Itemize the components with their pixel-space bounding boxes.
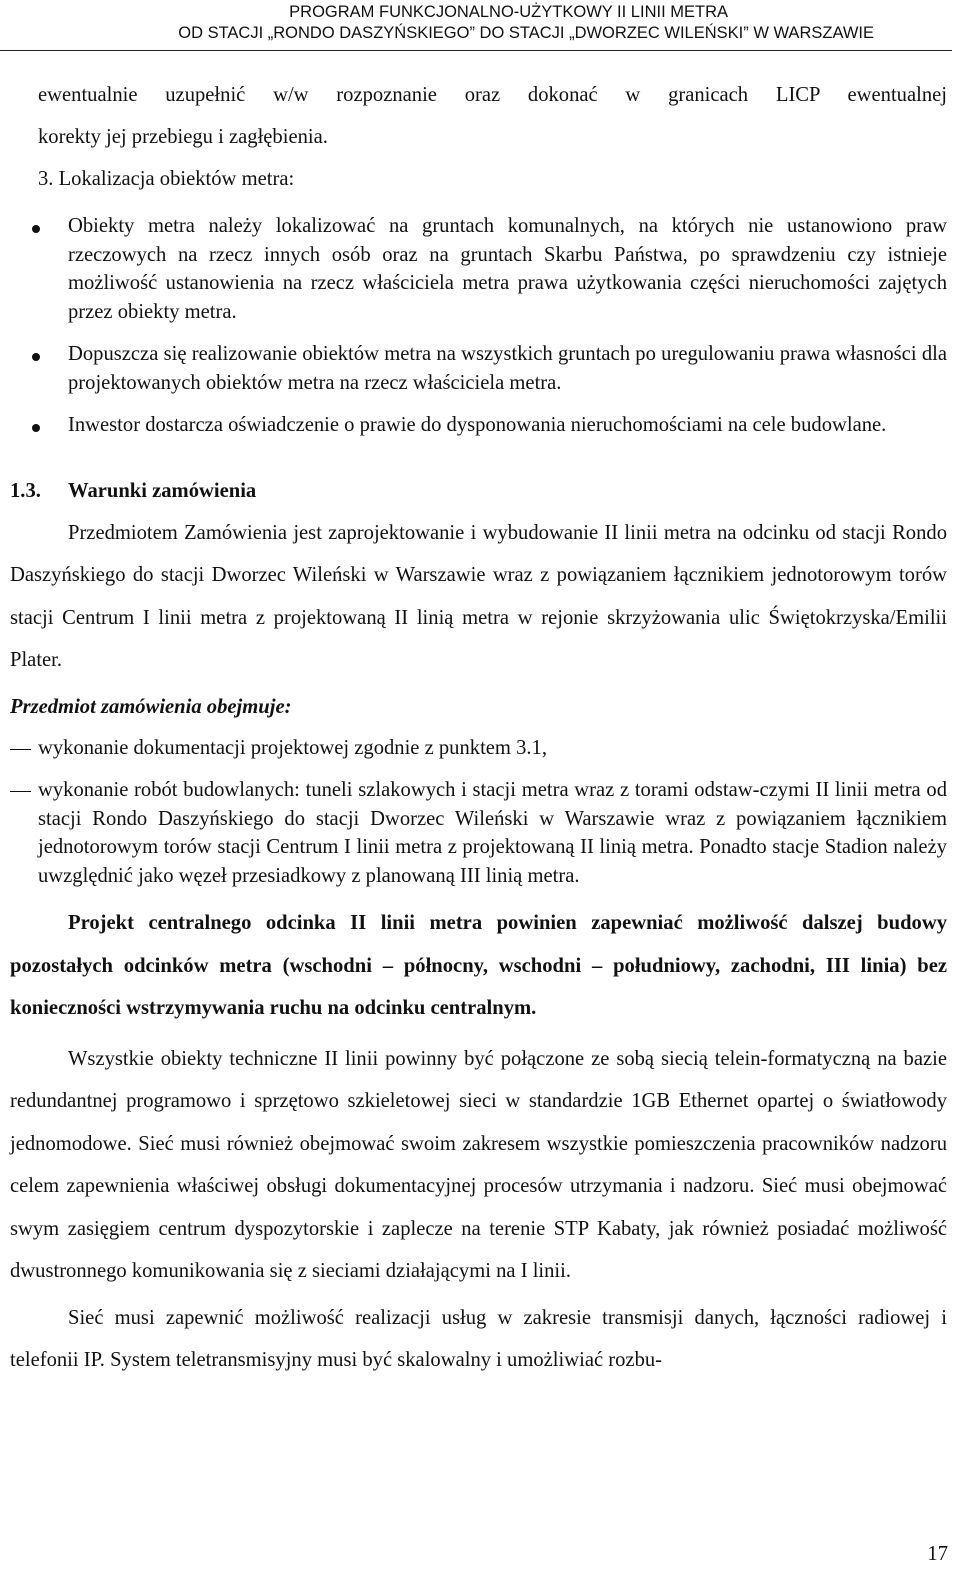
bold-requirement-paragraph: Projekt centralnego odcinka II linii metra powinien zapewniać możliwość dalszej budowy pozostałych odcinków metra (wschodni – północny, wschodni – południowy, zachodni, III linia) bez konieczności wstrzymywania ruchu na odcinku centralnym. [10,912,947,1019]
header-line-1: PROGRAM FUNKCJONALNO-UŻYTKOWY II LINII METRA [289,3,728,21]
dash-icon [10,749,31,750]
intro-line-2: korekty jej przebiegu i zagłębienia. [38,126,328,148]
header-divider [0,50,952,51]
intro-line-1: ewentualnie uzupełnić w/w rozpoznanie oraz dokonać w granicach LICP ewentualnej [38,84,947,106]
order-subject-paragraph: Przedmiotem Zamówienia jest zaprojektowanie i wybudowanie II linii metra na odcinku od stacji Rondo Daszyńskiego do stacji Dworzec Wileński w Warszawie wraz z powiązaniem łącznikiem jednotorowym torów stacji Centrum I linii metra z projektowaną II linią metra w rejonie skrzyżowania ulic Świętokrzyska/Emilii Plater. [10,521,947,671]
bullet-text: Obiekty metra należy lokalizować na gruntach komunalnych, na których nie ustanowiono praw rzeczowych na rzecz innych osób oraz na gruntach Skarbu Państwa, po sprawdzeniu czy istnieje możliwość ustanowienia na rzecz właściciela metra prawa użytkowania części nieruchomości zajętych przez obiekty metra. [68,215,947,323]
section-title: Warunki zamówienia [68,479,257,502]
bullet-icon [32,225,40,233]
bullet-icon [32,424,40,432]
dash-text: wykonanie robót budowlanych: tuneli szlakowych i stacji metra wraz z torami odstaw-czymi II linii metra od stacji Rondo Daszyńskiego do stacji Dworzec Wileński w Warszawie wraz z powiązaniem łącznikiem jednotorowym torów stacji Centrum I linii metra z projektowaną II linią metra. Ponadto stacje Stadion należy uwzględnić jako węzeł przesiadkowy z planowaną III linią metra. [38,779,947,887]
services-paragraph: Sieć musi zapewnić możliwość realizacji usług w zakresie transmisji danych, łączności radiowej i telefonii IP. System teletransmisyjny musi być skalowalny i umożliwiać rozbu- [10,1306,947,1371]
bullet-icon [32,353,40,361]
bullet-item [10,340,947,397]
section-number: 1.3. [10,479,41,502]
page-number: 17 [927,1543,948,1565]
bullet-item [10,411,947,440]
header-line-2: OD STACJI „RONDO DASZYŃSKIEGO” DO STACJI „DWORZEC WILEŃSKI” W WARSZAWIE [178,24,874,42]
network-paragraph: Wszystkie obiekty techniczne II linii powinny być połączone ze sobą siecią telein-formatyczną na bazie redundantnej programowo i sprzętowo szkieletowej sieci w standardzie 1GB Ethernet opartej o światłowody jednomodowe. Sieć musi również obejmować swoim zakresem wszystkie pomieszczenia pracowników nadzoru celem zapewnienia właściwej obsługi dokumentacyjnej procesów utrzymania i nadzoru. Sieć musi obejmować swym zasięgiem centrum dyspozytorskie i zaplecze na terenie STP Kabaty, jak również posiadać możliwość dwustronnego komunikowania się z sieciami działającymi na I linii. [10,1047,947,1282]
item-3-heading: 3. Lokalizacja obiektów metra: [38,168,295,190]
section-heading [10,476,947,506]
bullet-item [10,212,947,326]
dash-icon [10,791,31,792]
dash-item [10,776,947,890]
dash-item [10,734,947,763]
page-header [0,0,960,52]
bullet-text: Inwestor dostarcza oświadczenie o prawie do dysponowania nieruchomościami na cele budowlane. [68,414,887,436]
bullet-text: Dopuszcza się realizowanie obiektów metra na wszystkich gruntach po uregulowaniu prawa własności dla projektowanych obiektów metra na rzecz właściciela metra. [68,343,947,394]
document-body [10,74,947,1382]
dash-text: wykonanie dokumentacji projektowej zgodnie z punktem 3.1, [38,736,547,759]
scope-heading: Przedmiot zamówienia obejmuje: [10,695,292,718]
